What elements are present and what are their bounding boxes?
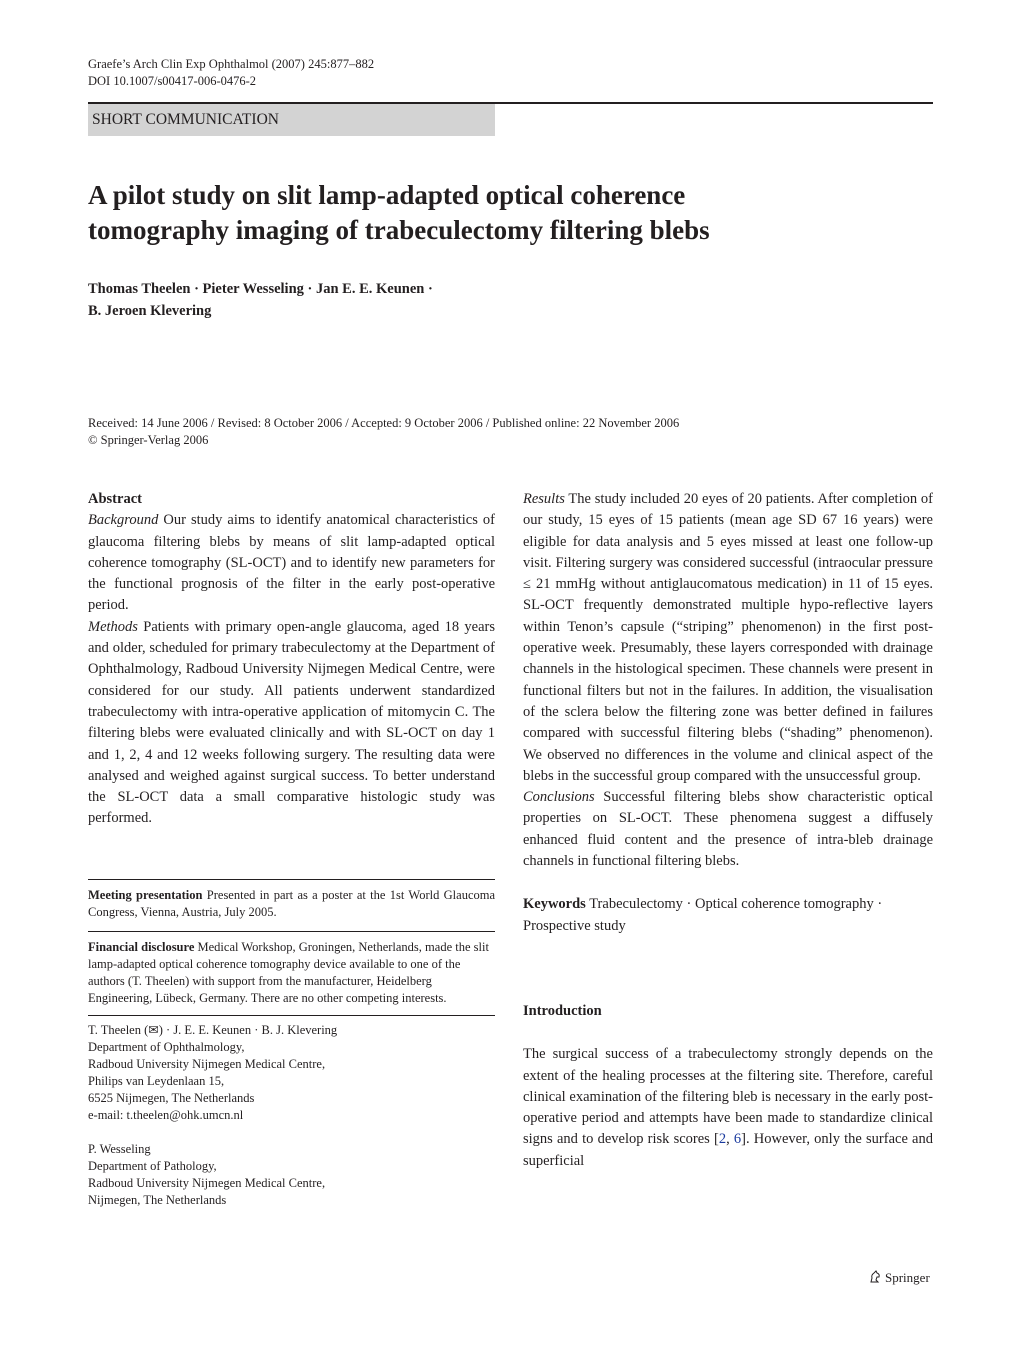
- authors-line-2: B. Jeroen Klevering: [88, 303, 212, 319]
- abstract-results: [523, 489, 933, 787]
- results-text: The study included 20 eyes of 20 patients. After completion of our study, 15 eyes of 15 patients (mean age SD 67 16 years) were eligible for data analysis and 5 eyes missed at least one follow-up visit. Filtering surgery was considered successful (intraocular pressure ≤ 21 mmHg without antiglaucomatous medication) in 11 of 15 eyes. SL-OCT frequently demonstrated multiple hypo-reflective layers within Tenon’s capsule (“striping” phenomenon) in the first post-operative week. Presumably, these layers corresponded with drainage channels in the histological specimen. These channels were present in functional filters but not in the failures. In addition, the visualisation of the sclera below the filtering zone was better defined in failures compared with successful filtering blebs (“shading” phenomenon). We observed no differences in the volume and clinical aspect of the blebs in the successful group compared with the unsuccessful group.: [523, 491, 933, 784]
- affiliation-line: Radboud University Nijmegen Medical Centre,: [88, 1175, 326, 1190]
- introduction-heading: Introduction: [523, 1002, 602, 1019]
- left-column: [88, 489, 495, 1209]
- affiliation-block-1: [88, 1022, 495, 1124]
- disclosure-label: Financial disclosure: [88, 939, 195, 954]
- abstract-methods: [88, 617, 495, 830]
- abstract-heading: Abstract: [88, 491, 142, 507]
- affiliation-line: Department of Pathology,: [88, 1158, 217, 1173]
- publisher-mark: [868, 1269, 930, 1288]
- title-line-2: tomography imaging of trabeculectomy filtering blebs: [88, 215, 710, 245]
- disclosure-text: Medical Workshop, Groningen, Netherlands, made the slit lamp-adapted optical coherence tomography device available to one of the authors (T. Theelen) with support from the manufacturer, Heidelberg Engineering, Lübeck, Germany. There are no other competing interests.: [88, 939, 489, 1005]
- disclosure-footnote: [88, 939, 495, 1007]
- publisher-name: Springer: [885, 1270, 930, 1285]
- authors-line-1: Thomas Theelen · Pieter Wesseling · Jan E. E. Keunen ·: [88, 281, 433, 297]
- affiliation-line: P. Wesseling: [88, 1141, 151, 1156]
- ref-separator: ,: [726, 1131, 734, 1148]
- intro-text-2: ]. However, only the surface and superficial: [523, 1131, 933, 1169]
- introduction-text: [523, 1044, 933, 1172]
- article-title: [88, 178, 933, 248]
- copyright: © Springer-Verlag 2006: [88, 433, 209, 447]
- methods-text: Patients with primary open-angle glaucoma, aged 18 years and older, scheduled for primary trabeculectomy at the Department of Ophthalmology, Radboud University Nijmegen Medical Centre, were considered for our study. All patients underwent standardized trabeculectomy with intra-operative application of mitomycin C. The filtering blebs were evaluated clinically and with SL-OCT on day 1 and 1, 2, 4 and 12 weeks following surgery. The resulting data were analysed and weighed against surgical success. To better understand the SL-OCT data a small comparative histologic study was performed.: [88, 618, 495, 827]
- keywords-label: Keywords: [523, 896, 586, 913]
- results-label: Results: [523, 491, 565, 507]
- affiliation-line: Nijmegen, The Netherlands: [88, 1192, 227, 1207]
- footnote-rule: [88, 879, 495, 880]
- abstract-background: [88, 510, 495, 616]
- affiliation-line: Department of Ophthalmology,: [88, 1039, 245, 1054]
- title-line-1: A pilot study on slit lamp-adapted optical coherence: [88, 180, 686, 210]
- affiliation-rule: [88, 1015, 495, 1016]
- history-dates: Received: 14 June 2006 / Revised: 8 October 2006 / Accepted: 9 October 2006 / Published online: 22 November 2006: [88, 416, 680, 430]
- background-label: Background: [88, 512, 159, 529]
- right-column: [523, 489, 933, 1172]
- conclusions-text: Successful filtering blebs show characteristic optical properties on SL-OCT. These phenomena suggest a diffusely enhanced fluid content and the presence of intra-bleb drainage channels in functional filtering blebs.: [523, 789, 933, 870]
- affiliation-line: Philips van Leydenlaan 15,: [88, 1073, 225, 1088]
- springer-horse-icon: [868, 1270, 882, 1288]
- intro-text-1: The surgical success of a trabeculectomy strongly depends on the extent of the healing processes at the filtering site. Therefore, careful clinical examination of the filtering bleb is necessary in the early post-operative period and attempts have been made to standardize clinical signs and to develop risk scores [: [523, 1046, 933, 1148]
- background-text: Our study aims to identify anatomical characteristics of glaucoma filtering blebs by means of slit lamp-adapted optical coherence tomography (SL-OCT) and to identify new parameters for the functional prognosis of the filter in the early post-operative period.: [88, 512, 495, 614]
- meeting-label: Meeting presentation: [88, 887, 203, 902]
- methods-label: Methods: [88, 618, 138, 635]
- meeting-footnote: [88, 887, 495, 921]
- article-dates: [88, 415, 933, 449]
- footnote-rule-2: [88, 931, 495, 932]
- author-list: [88, 278, 933, 322]
- keywords: [523, 894, 933, 937]
- affiliation-line: 6525 Nijmegen, The Netherlands: [88, 1090, 255, 1105]
- affiliation-block-2: [88, 1141, 495, 1209]
- doi[interactable]: DOI 10.1007/s00417-006-0476-2: [88, 74, 257, 88]
- affiliation-line: T. Theelen (✉) · J. E. E. Keunen · B. J. Klevering: [88, 1022, 338, 1037]
- affiliation-line: Radboud University Nijmegen Medical Centre,: [88, 1056, 326, 1071]
- abstract-conclusions: [523, 787, 933, 872]
- reference-link[interactable]: 2: [718, 1131, 727, 1148]
- journal-header: [88, 56, 374, 90]
- section-label: SHORT COMMUNICATION: [88, 104, 495, 136]
- email-link[interactable]: e-mail: t.theelen@ohk.umcn.nl: [88, 1107, 244, 1122]
- meeting-text: Presented in part as a poster at the 1st World Glaucoma Congress, Vienna, Austria, July 2005.: [88, 887, 496, 919]
- conclusions-label: Conclusions: [523, 789, 595, 806]
- journal-citation: Graefe’s Arch Clin Exp Ophthalmol (2007) 245:877–882: [88, 57, 375, 71]
- keywords-text: Trabeculectomy · Optical coherence tomography · Prospective study: [523, 896, 883, 934]
- reference-link[interactable]: 6: [733, 1131, 742, 1148]
